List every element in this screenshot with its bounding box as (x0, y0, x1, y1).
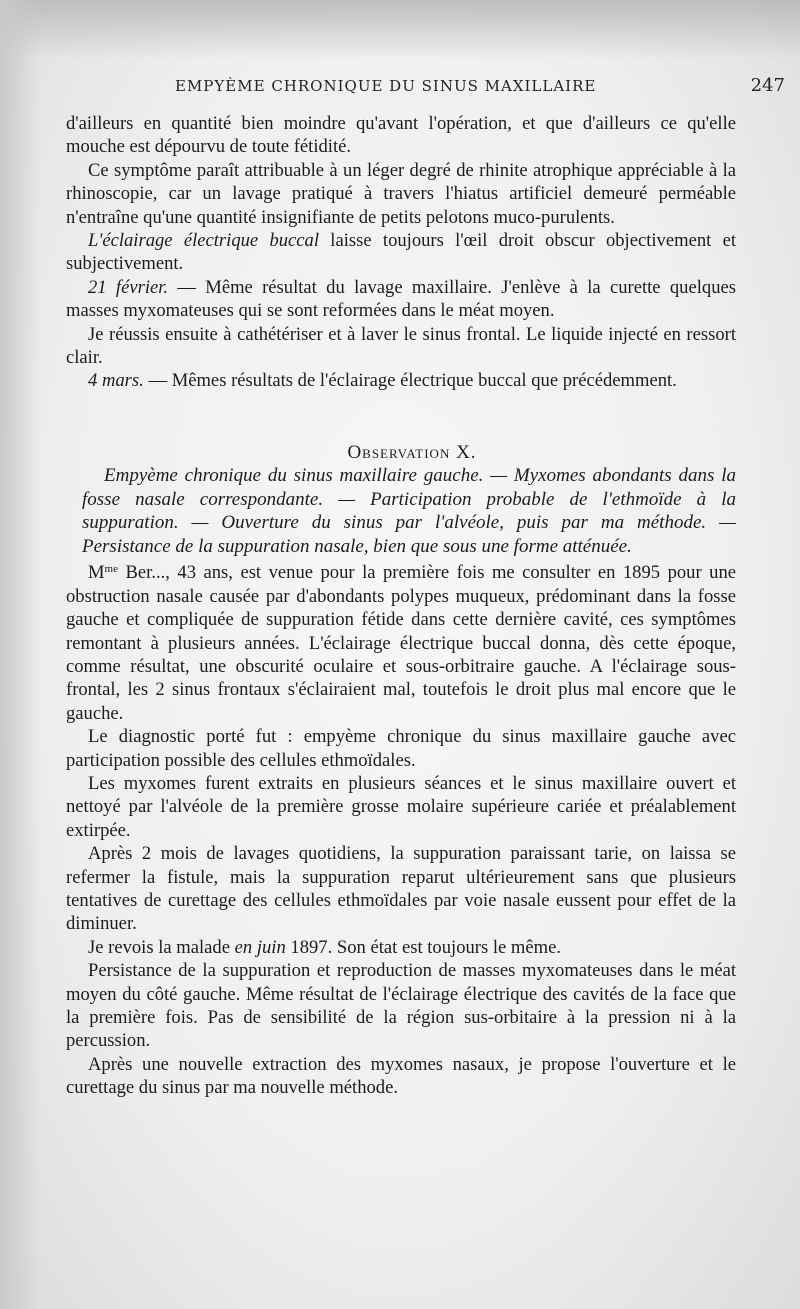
paragraph-continued (66, 112, 736, 159)
date-lead: 21 février. (88, 276, 169, 298)
paragraph (66, 558, 736, 725)
paragraph-text: Je réussis ensuite à cathétériser et à laver le sinus frontal. Le liquide injecté en ressort clair. (66, 323, 736, 369)
page-body (66, 112, 736, 1100)
paragraph (66, 725, 736, 772)
paragraph-text: Persistance de la suppuration et reproduction de masses myxomateuses dans le méat moyen du côté gauche. Même résultat de l'éclairage électrique des cavités de la face que la première fois. Pas de sensibilité de la région sus-orbitaire à la pression ni à la percussion. (66, 960, 736, 1052)
page-number: 247 (750, 75, 785, 96)
observation-summary: Empyème chronique du sinus maxillaire gauche. — Myxomes abondants dans la fosse nasale correspondante. — Participation probable de l'ethmoïde à la suppuration. — Ouverture du sinus par l'alvéole, puis par ma méthode. — Persistance de la suppuration nasale, bien que sous une forme atténuée. (82, 465, 736, 557)
title-abbrev: M (88, 562, 105, 584)
paragraph-text: laisse toujours l'œil droit obscur objectivement et subjectivement. (66, 230, 736, 275)
paragraph (66, 959, 736, 1053)
date-lead: 4 mars. (88, 370, 144, 392)
paragraph (66, 159, 736, 229)
paragraph-text: Après 2 mois de lavages quotidiens, la suppuration paraissant tarie, on laissa se refermer la fistule, mais la suppuration reparut ultérieurement sans que plusieurs tentatives de curettage des cellules ethmoïdales par voie nasale eussent pour effet de la diminuer. (66, 843, 736, 935)
observation-heading: Observation X. (347, 441, 477, 463)
title-superscript: me (104, 563, 118, 576)
scan-shadow-left (0, 0, 40, 1309)
date-italic: en juin (234, 936, 286, 958)
paragraph-lead: L'éclairage électrique buccal (88, 230, 320, 252)
paragraph-text: — Même résultat du lavage maxillaire. J'enlève à la curette quelques masses myxomateuses qui se sont reformées dans le méat moyen. (66, 276, 736, 322)
paragraph-text: d'ailleurs en quantité bien moindre qu'avant l'opération, et que d'ailleurs ce qu'elle mouche est dépourvu de toute fétidité. (66, 113, 736, 158)
paragraph (66, 936, 736, 959)
paragraph-text: — Mêmes résultats de l'éclairage électrique buccal que précédemment. (143, 370, 677, 392)
scan-shadow-top (0, 0, 800, 60)
page-header (175, 75, 795, 99)
paragraph-text: Les myxomes furent extraits en plusieurs séances et le sinus maxillaire ouvert et nettoyé par l'alvéole de la première grosse molaire supérieure cariée et préalablement extirpée. (66, 772, 736, 841)
paragraph-text: Le diagnostic porté fut : empyème chronique du sinus maxillaire gauche avec participation possible des cellules ethmoïdales. (66, 726, 736, 771)
paragraph (66, 229, 736, 276)
paragraph-text: Ber..., 43 ans, est venue pour la première fois me consulter en 1895 pour une obstruction nasale causée par d'abondants polypes muqueux, prédominant dans la fosse gauche et compliquée de suppuration fétide dans cette dernière cavité, ces symptômes remontant à plusieurs années. L'éclairage électrique buccal donna, dès cette époque, comme résultat, une obscurité oculaire et sous-orbitraire gauche. A l'éclairage sous-frontal, les 2 sinus frontaux s'éclairaient mal, toutefois le droit plus mal encore que le gauche. (66, 562, 736, 724)
paragraph (66, 1053, 736, 1100)
paragraph-text: 1897. Son état est toujours le même. (285, 936, 562, 958)
paragraph-text: Je revois la malade (88, 936, 235, 958)
paragraph (66, 276, 736, 323)
paragraph (66, 772, 736, 842)
observation-section (66, 441, 736, 1100)
paragraph-text: Après une nouvelle extraction des myxomes nasaux, je propose l'ouverture et le curettage du sinus par ma nouvelle méthode. (66, 1053, 736, 1099)
paragraph (66, 369, 736, 392)
running-title: EMPYÈME CHRONIQUE DU SINUS MAXILLAIRE (175, 77, 597, 95)
paragraph (66, 842, 736, 936)
paragraph-text: Ce symptôme paraît attribuable à un léger degré de rhinite atrophique appréciable à la rhinoscopie, car un lavage pratiqué à travers l'hiatus artificiel demeuré perméable n'entraîne qu'une quantité insignifiante de petits pelotons muco-purulents. (66, 159, 736, 228)
paragraph (66, 323, 736, 370)
